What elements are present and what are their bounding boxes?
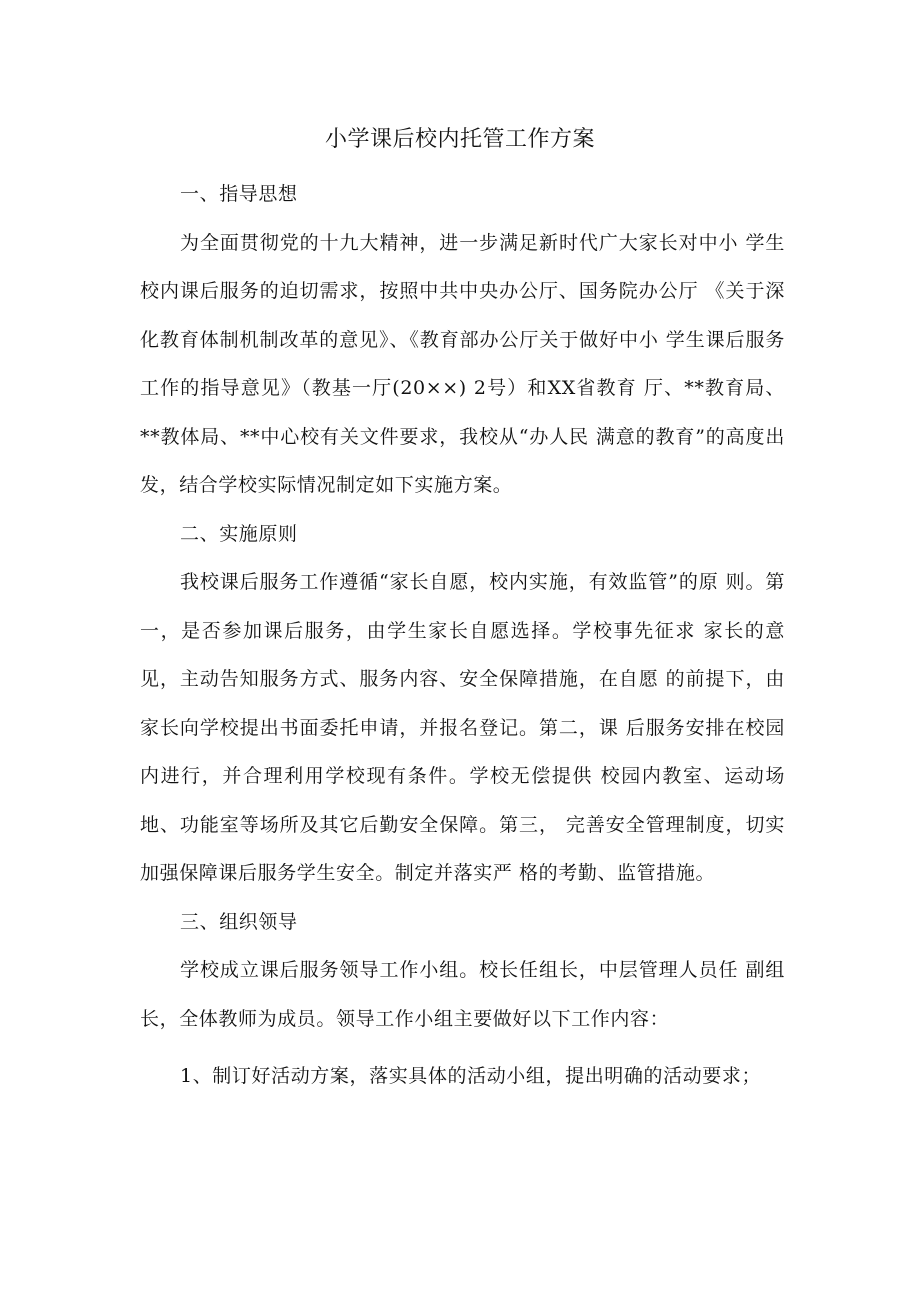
document-title: 小学课后校内托管工作方案 <box>324 127 595 152</box>
section-paragraph-implementation-principles: 我校课后服务工作遵循“家长自愿，校内实施，有效监管”的原 则。第一，是否参加课后服务，由学生家长自愿选择。学校事先征求 家长的意见，主动告知服务方式、服务内容、安全保障措施，在自愿 的前提下，由家长向学校提出书面委托申请，并报名登记。第二，课 后服务安排在校园内进行，并合理利用学校现有条件。学校无偿提供 校园内教室、运动场地、功能室等场所及其它后勤安全保障。第三， 完善安全管理制度，切实加强保障课后服务学生安全。制定并落实严 格的考勤、监管措施。 <box>140 571 785 884</box>
list-item: 1、制订好活动方案，落实具体的活动小组，提出明确的活动要求； <box>180 1065 762 1087</box>
section-paragraph-organization-leadership: 学校成立课后服务领导工作小组。校长任组长，中层管理人员任 副组长，全体教师为成员。领导工作小组主要做好以下工作内容： <box>140 959 785 1030</box>
section-heading-organization-leadership: 三、组织领导 <box>180 910 298 933</box>
document-body <box>140 170 785 1102</box>
section-heading-guiding-ideology: 一、指导思想 <box>180 183 298 205</box>
section-heading-implementation-principles: 二、实施原则 <box>180 522 298 545</box>
section-paragraph-guiding-ideology: 为全面贯彻党的十九大精神，进一步满足新时代广大家长对中小 学生校内课后服务的迫切需求，按照中共中央办公厅、国务院办公厅 《关于深化教育体制机制改革的意见》、《教育部办公厅关于做好中小 学生课后服务工作的指导意见》（教基一厅(20××) 2号）和XX省教育 厅、**教育局、**教体局、**中心校有关文件要求，我校从“办人民 满意的教育”的高度出发，结合学校实际情况制定如下实施方案。 <box>140 231 785 496</box>
